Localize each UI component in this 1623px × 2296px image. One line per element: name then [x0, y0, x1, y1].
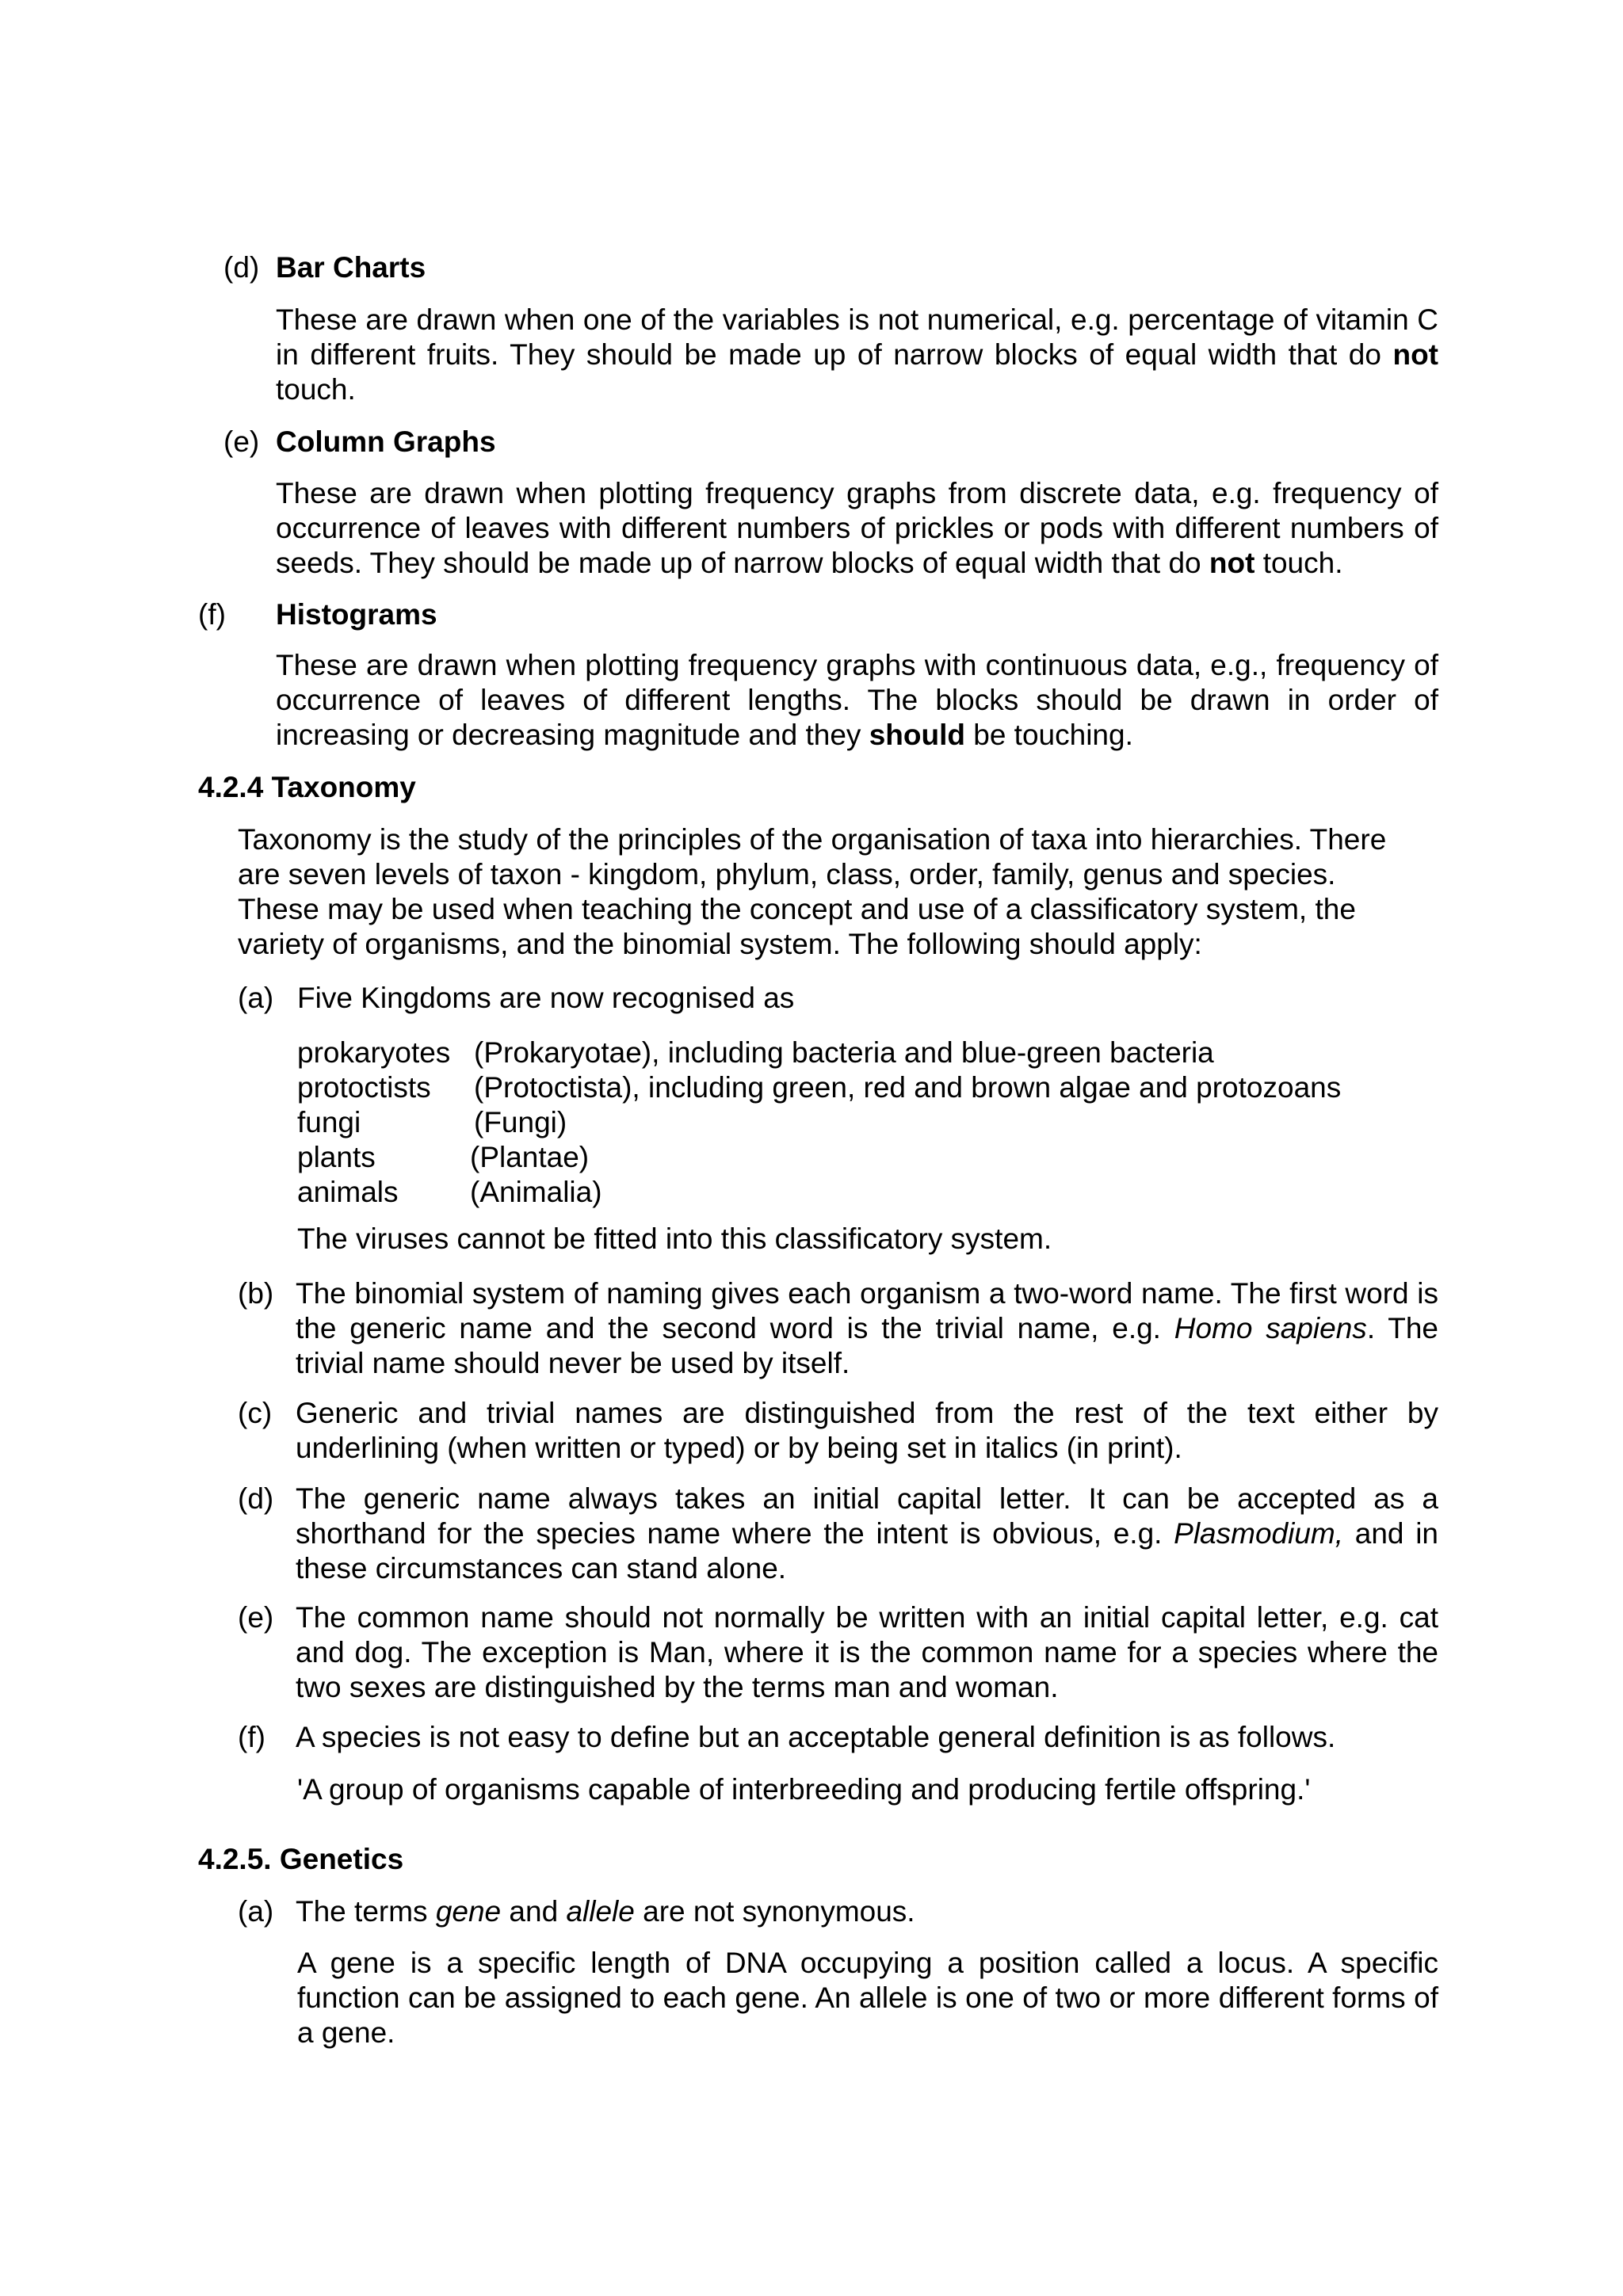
kingdom-desc: (Plantae): [470, 1141, 590, 1173]
taxonomy-f-label: (f): [238, 1721, 265, 1753]
column-graphs-heading: Column Graphs: [276, 425, 496, 458]
viruses-note: The viruses cannot be fitted into this classificatory system.: [297, 1222, 1052, 1255]
taxonomy-b-label: (b): [238, 1277, 274, 1310]
taxonomy-a-text: Five Kingdoms are now recognised as: [297, 982, 795, 1014]
column-graphs-label: (e): [223, 425, 260, 458]
histograms-heading: Histograms: [276, 598, 437, 631]
kingdom-desc: (Prokaryotae), including bacteria and blue-green bacteria: [474, 1036, 1214, 1069]
kingdom-name: prokaryotes: [297, 1036, 451, 1069]
taxonomy-e-paragraph: The common name should not normally be written with an initial capital letter, e.g. cat and dog. The exception is Man, where it is the common name for a species where the two sexes are distinguished by the terms man and woman.: [296, 1601, 1438, 1703]
histograms-paragraph: These are drawn when plotting frequency graphs with continuous data, e.g., frequency of occurrence of leaves of different lengths. The blocks should be drawn in order of increasing or decreasing magnitude and they should be touching.: [276, 649, 1438, 751]
genetics-heading: 4.2.5. Genetics: [198, 1843, 404, 1875]
genetics-a-paragraph: A gene is a specific length of DNA occupying a position called a locus. A specific function can be assigned to each gene. An allele is one of two or more different forms of a gene.: [297, 1947, 1438, 2049]
histograms-label: (f): [198, 598, 226, 631]
taxonomy-e-label: (e): [238, 1601, 274, 1634]
taxonomy-heading: 4.2.4 Taxonomy: [198, 771, 416, 803]
taxonomy-c-label: (c): [238, 1397, 273, 1429]
kingdom-name: plants: [297, 1141, 376, 1173]
kingdom-name: protoctists: [297, 1071, 431, 1104]
kingdom-desc: (Protoctista), including green, red and brown algae and protozoans: [474, 1071, 1342, 1104]
kingdom-name: animals: [297, 1176, 399, 1208]
species-definition-quote: 'A group of organisms capable of interbreeding and producing fertile offspring.': [297, 1773, 1311, 1806]
bar-charts-heading: Bar Charts: [276, 251, 426, 284]
column-graphs-paragraph: These are drawn when plotting frequency graphs from discrete data, e.g. frequency of occurrence of leaves with different numbers of prickles or pods with different numbers of seeds. They should be made up of narrow blocks of equal width that do not touch.: [276, 477, 1438, 579]
kingdom-desc: (Fungi): [474, 1106, 567, 1138]
taxonomy-d-label: (d): [238, 1482, 274, 1515]
taxonomy-intro: Taxonomy is the study of the principles of the organisation of taxa into hierarchies. There are seven levels of taxon - kingdom, phylum, class, order, family, genus and species. These may be used when teaching the concept and use of a classificatory system, the variety of organisms, and the binomial system. The following should apply:: [238, 823, 1387, 960]
taxonomy-f-text: A species is not easy to define but an acceptable general definition is as follows.: [296, 1721, 1336, 1753]
genetics-a-label: (a): [238, 1895, 274, 1928]
taxonomy-c-paragraph: Generic and trivial names are distinguished from the rest of the text either by underlining (when written or typed) or by being set in italics (in print).: [296, 1397, 1438, 1464]
kingdom-name: fungi: [297, 1106, 361, 1138]
taxonomy-b-paragraph: The binomial system of naming gives each organism a two-word name. The first word is the generic name and the second word is the trivial name, e.g. Homo sapiens. The trivial name should never be used by itself.: [296, 1277, 1438, 1379]
bar-charts-label: (d): [223, 251, 260, 284]
taxonomy-d-paragraph: The generic name always takes an initial capital letter. It can be accepted as a shorthand for the species name where the intent is obvious, e.g. Plasmodium, and in these circumstances can stand alone.: [296, 1482, 1439, 1585]
kingdom-desc: (Animalia): [470, 1176, 602, 1208]
taxonomy-a-label: (a): [238, 982, 274, 1014]
bar-charts-paragraph: These are drawn when one of the variables is not numerical, e.g. percentage of vitamin C in different fruits. They should be made up of narrow blocks of equal width that do not touch.: [276, 303, 1438, 406]
genetics-a-text: The terms gene and allele are not synonymous.: [296, 1895, 915, 1928]
